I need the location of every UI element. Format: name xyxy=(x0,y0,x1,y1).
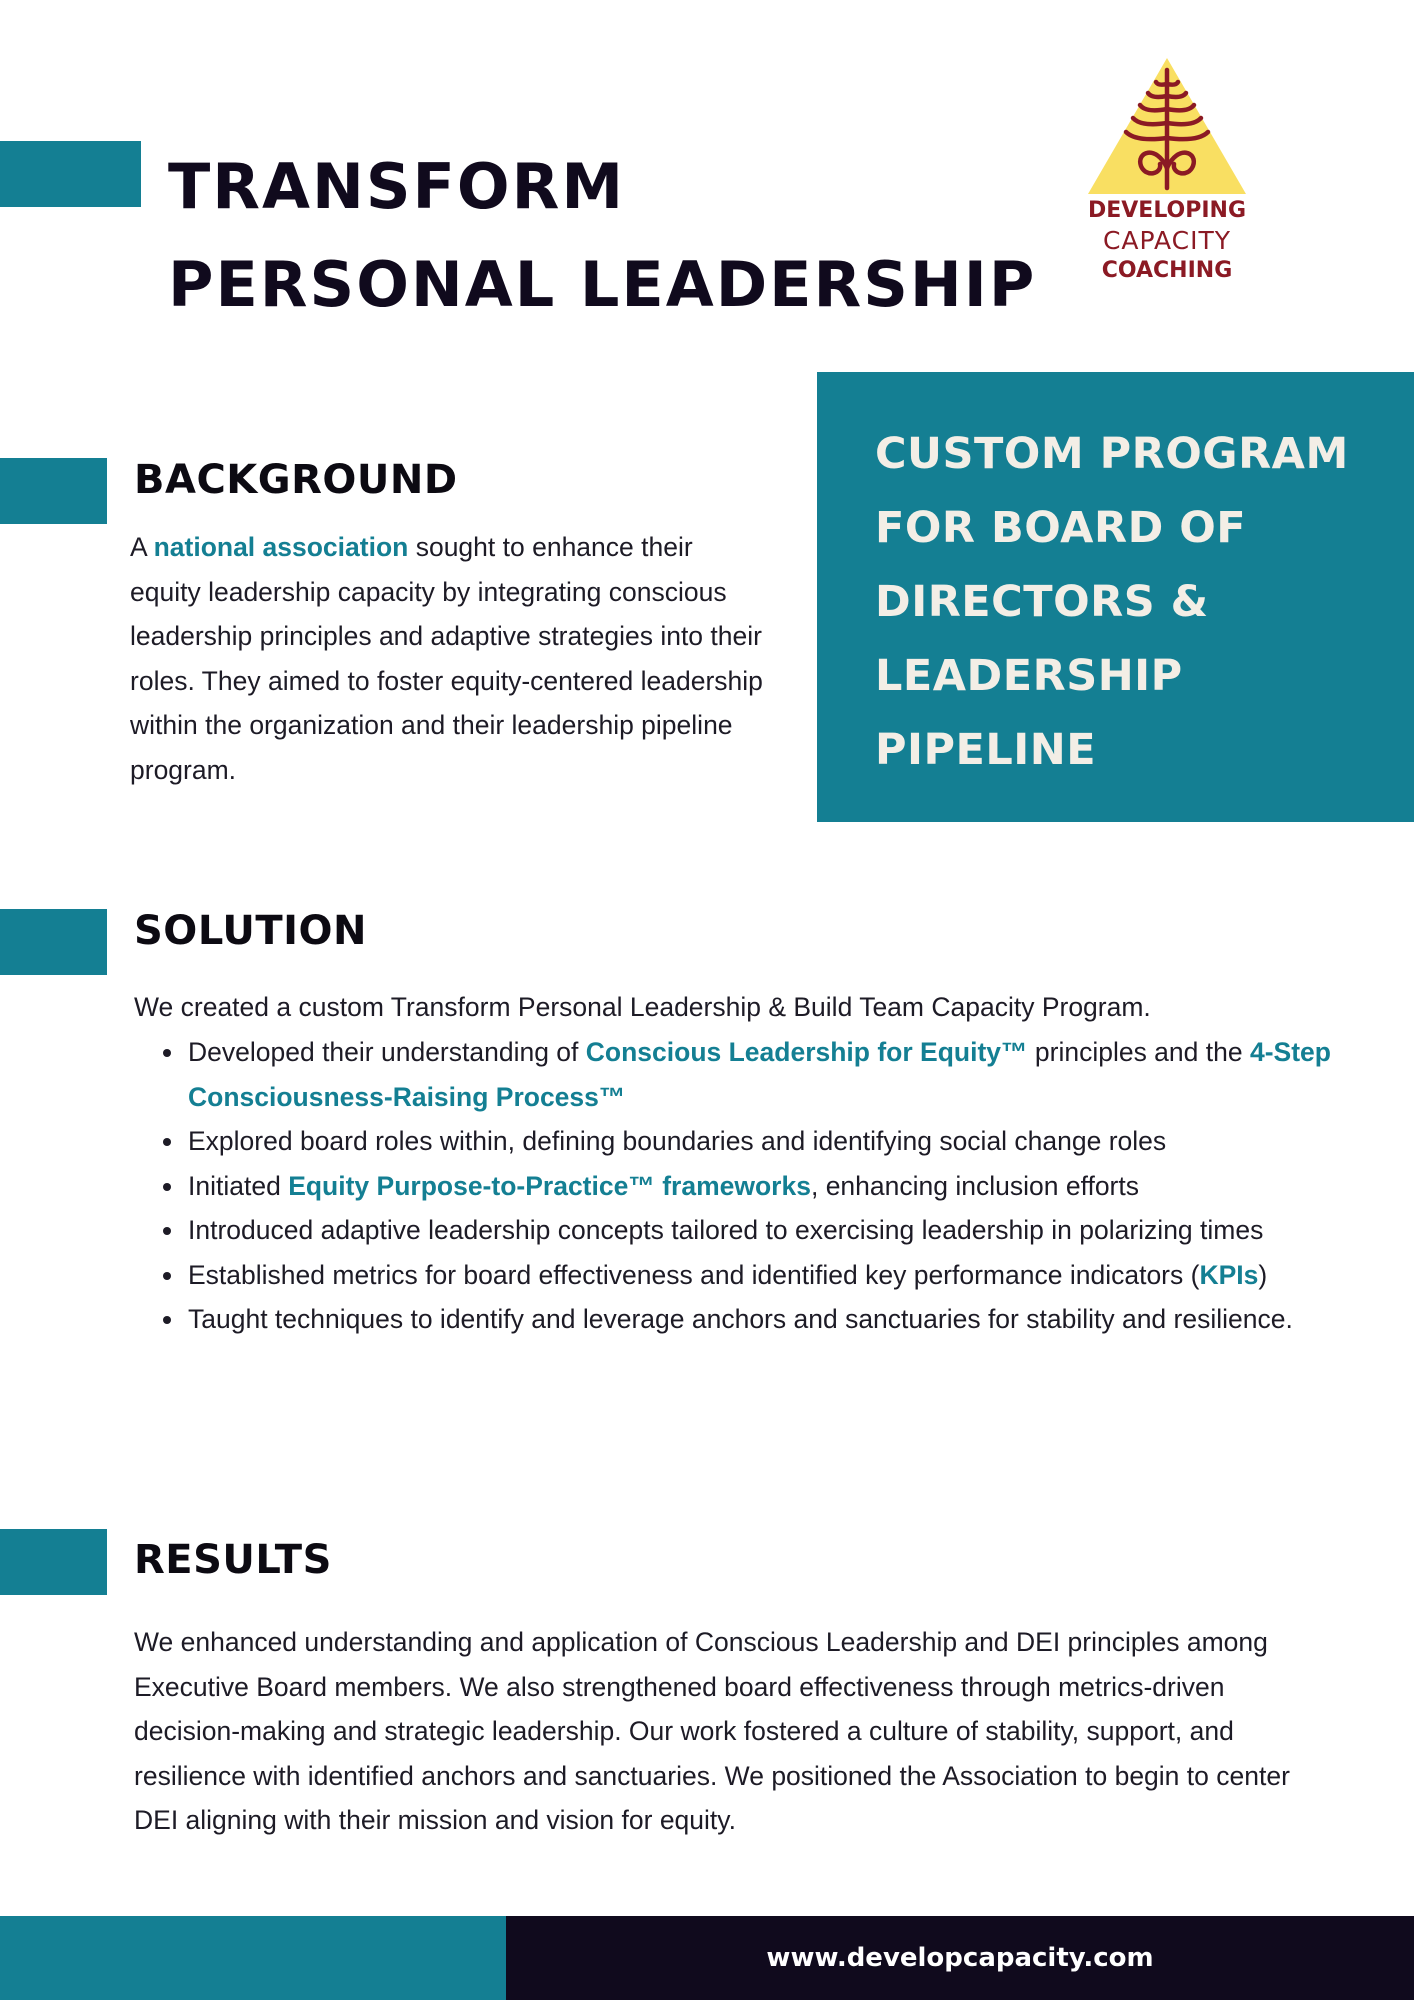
page-title-line-2: PERSONAL LEADERSHIP xyxy=(168,248,1037,321)
developing-capacity-coaching-logo xyxy=(1072,56,1262,296)
bullet-text: Established metrics for board effectiveness and identified key performance indicators ( xyxy=(188,1259,1200,1290)
solution-accent-bar xyxy=(0,909,107,975)
bullet-text: principles and the xyxy=(1027,1037,1250,1067)
logo-word-developing: DEVELOPING xyxy=(1087,198,1247,223)
bullet-text: Taught techniques to identify and leverage anchors and sanctuaries for stability and resilience. xyxy=(188,1304,1293,1334)
footer-teal-block xyxy=(0,1916,506,2000)
background-text-pre: A xyxy=(130,532,154,562)
list-item xyxy=(186,1164,1336,1209)
list-item xyxy=(186,1297,1336,1342)
callout-line: DIRECTORS & xyxy=(875,577,1209,627)
callout-line: CUSTOM PROGRAM xyxy=(875,429,1349,479)
list-item xyxy=(186,1030,1336,1119)
bullet-text: Introduced adaptive leadership concepts tailored to exercising leadership in polarizing times xyxy=(188,1215,1264,1245)
background-heading: BACKGROUND xyxy=(134,457,458,503)
logo-word-coaching: COACHING xyxy=(1101,258,1233,283)
logo-word-capacity: CAPACITY xyxy=(1102,226,1232,255)
kpis-highlight: KPIs xyxy=(1199,1259,1259,1290)
logo-wordmark xyxy=(1072,196,1262,286)
bullet-text: ) xyxy=(1258,1259,1268,1290)
conscious-leadership-highlight: Conscious Leadership for Equity™ xyxy=(585,1037,1028,1067)
bullet-text: Developed their understanding of xyxy=(188,1037,586,1067)
list-item xyxy=(186,1208,1336,1253)
bullet-text: , enhancing inclusion efforts xyxy=(810,1170,1139,1201)
bullet-text: Explored board roles within, defining boundaries and identifying social change roles xyxy=(188,1126,1167,1156)
four-step-process-highlight: 4-Step Consciousness-Raising Process™ xyxy=(188,1037,1331,1112)
page-title xyxy=(168,138,1036,334)
callout-line: LEADERSHIP xyxy=(875,651,1183,701)
results-paragraph: We enhanced understanding and application of Conscious Leadership and DEI principles among Executive Board members. We also strengthened board effectiveness through metrics-driven decision-making and strategic leadership. Our work fostered a culture of stability, support, and resilience with identified anchors and sanctuaries. We positioned the Association to begin to center DEI aligning with their mission and vision for equity. xyxy=(134,1627,1290,1835)
national-association-highlight: national association xyxy=(153,532,409,562)
background-accent-bar xyxy=(0,458,107,524)
tree-of-life-triangle-icon xyxy=(1086,56,1248,196)
list-item xyxy=(186,1253,1336,1298)
callout-line: FOR BOARD OF xyxy=(875,503,1247,553)
program-callout-box xyxy=(817,372,1414,822)
background-text-post: sought to enhance their equity leadership capacity by integrating conscious leadership principles and adaptive strategies into their roles. They aimed to foster equity-centered leadership within the organization and their leadership pipeline program. xyxy=(130,532,763,785)
bullet-text: Initiated xyxy=(188,1170,289,1201)
page-title-line-1: TRANSFORM xyxy=(168,150,626,223)
title-accent-bar xyxy=(0,141,141,207)
results-heading: RESULTS xyxy=(134,1537,332,1583)
solution-bullet-list xyxy=(144,1030,1336,1342)
list-item xyxy=(186,1119,1336,1164)
callout-line: PIPELINE xyxy=(875,725,1097,775)
footer-url[interactable]: www.developcapacity.com xyxy=(506,1916,1414,2000)
solution-intro: We created a custom Transform Personal Leadership & Build Team Capacity Program. xyxy=(134,992,1151,1022)
background-paragraph xyxy=(130,525,770,792)
solution-heading: SOLUTION xyxy=(134,908,368,954)
equity-framework-highlight: Equity Purpose-to-Practice™ frameworks xyxy=(288,1170,811,1201)
results-accent-bar xyxy=(0,1529,107,1595)
